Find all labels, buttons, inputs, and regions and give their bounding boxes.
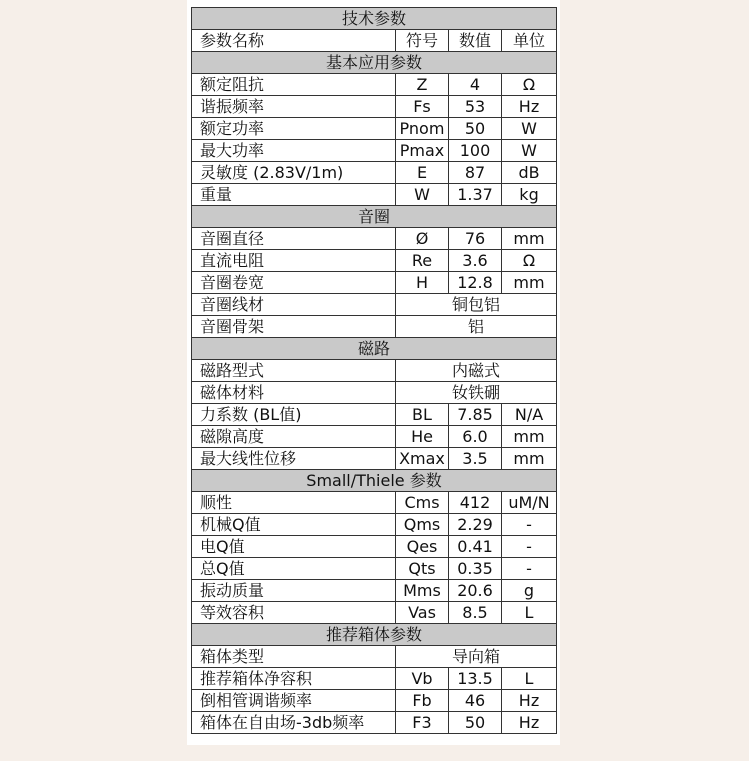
unit-cell: Hz bbox=[502, 96, 557, 118]
table-row bbox=[192, 162, 557, 184]
value-cell: 53 bbox=[449, 96, 502, 118]
table-row bbox=[192, 74, 557, 96]
unit-cell: kg bbox=[502, 184, 557, 206]
value-cell: 50 bbox=[449, 118, 502, 140]
section-title: 音圈 bbox=[192, 206, 557, 228]
value-cell: 50 bbox=[449, 712, 502, 734]
table-row bbox=[192, 250, 557, 272]
param-name-cell: 谐振频率 bbox=[192, 96, 396, 118]
table-row bbox=[192, 228, 557, 250]
param-name-cell: 额定阻抗 bbox=[192, 74, 396, 96]
table-row bbox=[192, 294, 557, 316]
merged-value-cell: 内磁式 bbox=[396, 360, 557, 382]
unit-cell: mm bbox=[502, 228, 557, 250]
symbol-cell: Fs bbox=[396, 96, 449, 118]
table-row bbox=[192, 558, 557, 580]
param-name-cell: 音圈卷宽 bbox=[192, 272, 396, 294]
value-cell: 0.41 bbox=[449, 536, 502, 558]
table-row bbox=[192, 272, 557, 294]
merged-value-cell: 铝 bbox=[396, 316, 557, 338]
value-cell: 7.85 bbox=[449, 404, 502, 426]
value-cell: 412 bbox=[449, 492, 502, 514]
param-name-cell: 顺性 bbox=[192, 492, 396, 514]
column-header-row bbox=[192, 30, 557, 52]
param-name-cell: 总Q值 bbox=[192, 558, 396, 580]
table-row bbox=[192, 184, 557, 206]
unit-cell: W bbox=[502, 118, 557, 140]
spec-table bbox=[191, 7, 557, 734]
table-row bbox=[192, 140, 557, 162]
symbol-cell: Vas bbox=[396, 602, 449, 624]
symbol-cell: Ø bbox=[396, 228, 449, 250]
param-name-cell: 重量 bbox=[192, 184, 396, 206]
param-name-cell: 磁路型式 bbox=[192, 360, 396, 382]
unit-cell: Ω bbox=[502, 250, 557, 272]
value-cell: 1.37 bbox=[449, 184, 502, 206]
table-row bbox=[192, 712, 557, 734]
symbol-cell: Qts bbox=[396, 558, 449, 580]
symbol-cell: E bbox=[396, 162, 449, 184]
param-name-cell: 额定功率 bbox=[192, 118, 396, 140]
param-name-cell: 音圈骨架 bbox=[192, 316, 396, 338]
unit-cell: - bbox=[502, 514, 557, 536]
table-row bbox=[192, 514, 557, 536]
table-row bbox=[192, 316, 557, 338]
column-header-value: 数值 bbox=[449, 30, 502, 52]
value-cell: 4 bbox=[449, 74, 502, 96]
value-cell: 20.6 bbox=[449, 580, 502, 602]
symbol-cell: Pmax bbox=[396, 140, 449, 162]
param-name-cell: 机械Q值 bbox=[192, 514, 396, 536]
param-name-cell: 力系数 (BL值) bbox=[192, 404, 396, 426]
table-row bbox=[192, 646, 557, 668]
symbol-cell: Fb bbox=[396, 690, 449, 712]
unit-cell: dB bbox=[502, 162, 557, 184]
symbol-cell: BL bbox=[396, 404, 449, 426]
value-cell: 3.6 bbox=[449, 250, 502, 272]
value-cell: 0.35 bbox=[449, 558, 502, 580]
value-cell: 3.5 bbox=[449, 448, 502, 470]
table-row bbox=[192, 404, 557, 426]
section-header-row bbox=[192, 338, 557, 360]
unit-cell: mm bbox=[502, 272, 557, 294]
table-row bbox=[192, 536, 557, 558]
unit-cell: - bbox=[502, 558, 557, 580]
unit-cell: Hz bbox=[502, 690, 557, 712]
table-row bbox=[192, 448, 557, 470]
symbol-cell: F3 bbox=[396, 712, 449, 734]
symbol-cell: Vb bbox=[396, 668, 449, 690]
merged-value-cell: 钕铁硼 bbox=[396, 382, 557, 404]
param-name-cell: 音圈直径 bbox=[192, 228, 396, 250]
merged-value-cell: 导向箱 bbox=[396, 646, 557, 668]
section-title: 磁路 bbox=[192, 338, 557, 360]
section-header-row bbox=[192, 52, 557, 74]
param-name-cell: 直流电阻 bbox=[192, 250, 396, 272]
param-name-cell: 振动质量 bbox=[192, 580, 396, 602]
merged-value-cell: 铜包铝 bbox=[396, 294, 557, 316]
param-name-cell: 最大功率 bbox=[192, 140, 396, 162]
param-name-cell: 灵敏度 (2.83V/1m) bbox=[192, 162, 396, 184]
unit-cell: - bbox=[502, 536, 557, 558]
column-header-name: 参数名称 bbox=[192, 30, 396, 52]
symbol-cell: He bbox=[396, 426, 449, 448]
section-header-row bbox=[192, 470, 557, 492]
section-header-row bbox=[192, 206, 557, 228]
table-row bbox=[192, 668, 557, 690]
table-row bbox=[192, 426, 557, 448]
param-name-cell: 最大线性位移 bbox=[192, 448, 396, 470]
symbol-cell: Xmax bbox=[396, 448, 449, 470]
unit-cell: N/A bbox=[502, 404, 557, 426]
value-cell: 87 bbox=[449, 162, 502, 184]
value-cell: 13.5 bbox=[449, 668, 502, 690]
param-name-cell: 磁隙高度 bbox=[192, 426, 396, 448]
param-name-cell: 箱体类型 bbox=[192, 646, 396, 668]
value-cell: 8.5 bbox=[449, 602, 502, 624]
symbol-cell: W bbox=[396, 184, 449, 206]
column-header-symbol: 符号 bbox=[396, 30, 449, 52]
unit-cell: L bbox=[502, 602, 557, 624]
unit-cell: W bbox=[502, 140, 557, 162]
unit-cell: L bbox=[502, 668, 557, 690]
symbol-cell: Re bbox=[396, 250, 449, 272]
column-header-unit: 单位 bbox=[502, 30, 557, 52]
param-name-cell: 磁体材料 bbox=[192, 382, 396, 404]
table-row bbox=[192, 118, 557, 140]
table-title: 技术参数 bbox=[192, 8, 557, 30]
symbol-cell: Qms bbox=[396, 514, 449, 536]
table-row bbox=[192, 492, 557, 514]
table-row bbox=[192, 96, 557, 118]
symbol-cell: Qes bbox=[396, 536, 449, 558]
param-name-cell: 电Q值 bbox=[192, 536, 396, 558]
section-title: Small/Thiele 参数 bbox=[192, 470, 557, 492]
table-row bbox=[192, 580, 557, 602]
table-row bbox=[192, 690, 557, 712]
value-cell: 6.0 bbox=[449, 426, 502, 448]
section-header-row bbox=[192, 624, 557, 646]
symbol-cell: Mms bbox=[396, 580, 449, 602]
table-title-row bbox=[192, 8, 557, 30]
value-cell: 76 bbox=[449, 228, 502, 250]
value-cell: 46 bbox=[449, 690, 502, 712]
param-name-cell: 倒相管调谐频率 bbox=[192, 690, 396, 712]
table-row bbox=[192, 360, 557, 382]
section-title: 推荐箱体参数 bbox=[192, 624, 557, 646]
param-name-cell: 音圈线材 bbox=[192, 294, 396, 316]
table-row bbox=[192, 382, 557, 404]
table-row bbox=[192, 602, 557, 624]
value-cell: 100 bbox=[449, 140, 502, 162]
param-name-cell: 等效容积 bbox=[192, 602, 396, 624]
symbol-cell: H bbox=[396, 272, 449, 294]
param-name-cell: 推荐箱体净容积 bbox=[192, 668, 396, 690]
value-cell: 2.29 bbox=[449, 514, 502, 536]
value-cell: 12.8 bbox=[449, 272, 502, 294]
unit-cell: mm bbox=[502, 426, 557, 448]
unit-cell: uM/N bbox=[502, 492, 557, 514]
unit-cell: Hz bbox=[502, 712, 557, 734]
unit-cell: mm bbox=[502, 448, 557, 470]
symbol-cell: Cms bbox=[396, 492, 449, 514]
param-name-cell: 箱体在自由场-3db频率 bbox=[192, 712, 396, 734]
unit-cell: Ω bbox=[502, 74, 557, 96]
unit-cell: g bbox=[502, 580, 557, 602]
section-title: 基本应用参数 bbox=[192, 52, 557, 74]
symbol-cell: Pnom bbox=[396, 118, 449, 140]
symbol-cell: Z bbox=[396, 74, 449, 96]
